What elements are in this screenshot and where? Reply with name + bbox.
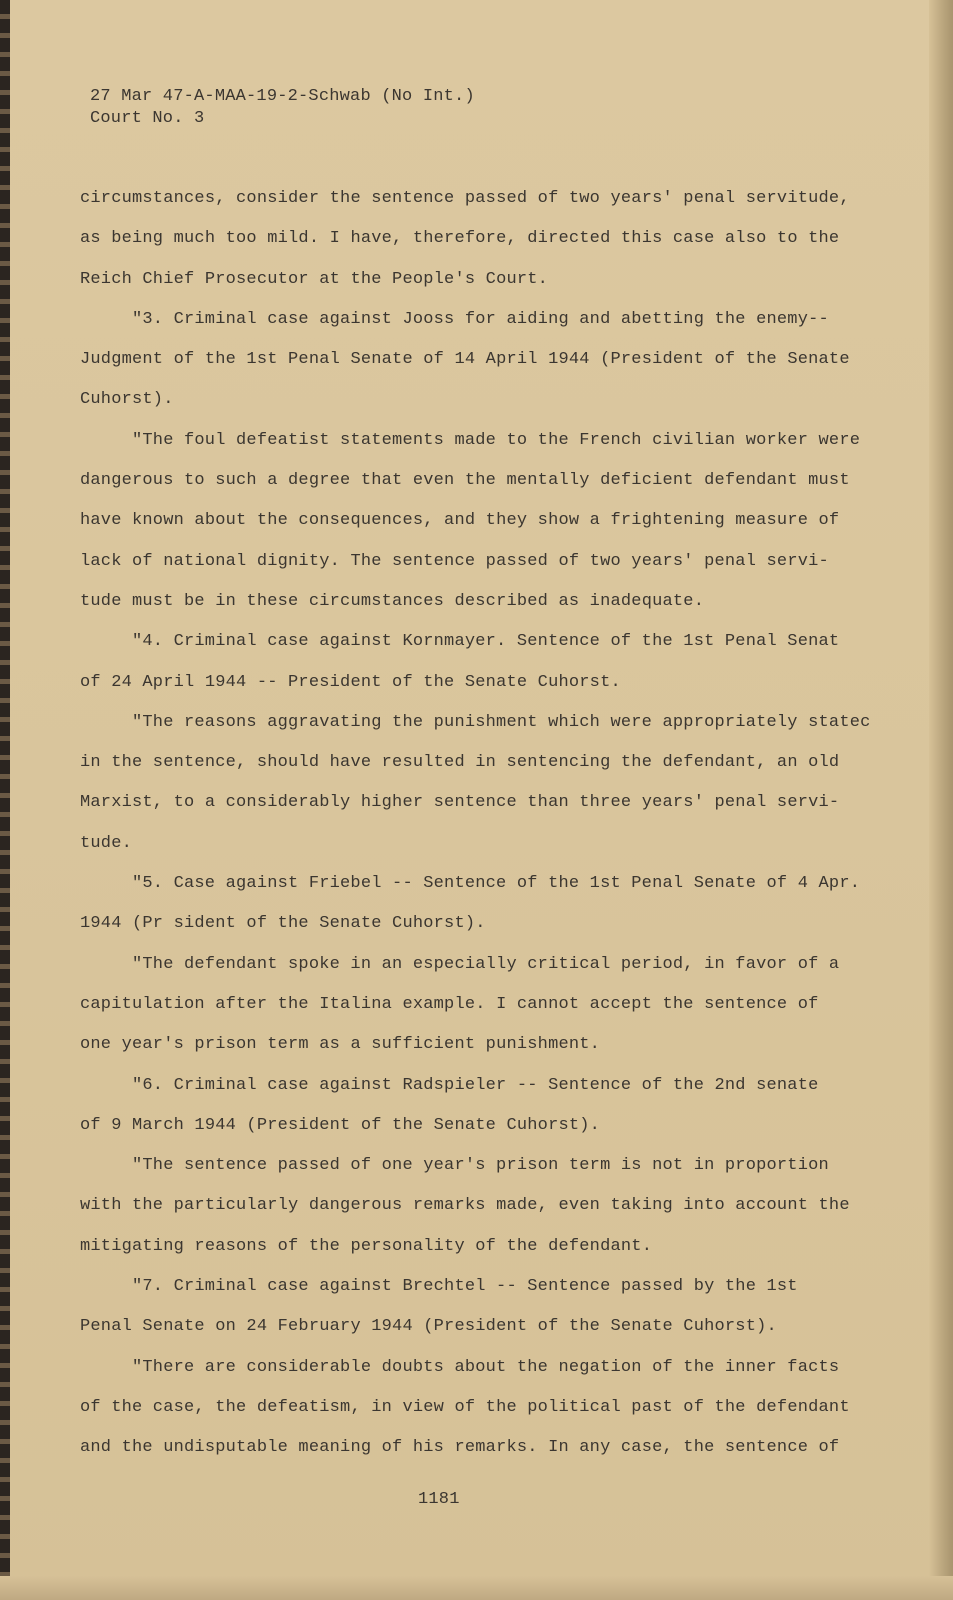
binding-edge: [0, 0, 10, 1600]
body-line: 1944 (Pr sident of the Senate Cuhorst).: [80, 914, 486, 934]
body-line: capitulation after the Italina example. I cannot accept the sentence of: [80, 994, 819, 1014]
body-line: one year's prison term as a sufficient punishment.: [80, 1035, 601, 1055]
body-line: "6. Criminal case against Radspieler -- Sentence of the 2nd senate: [132, 1075, 819, 1095]
body-line: of 9 March 1944 (President of the Senate Cuhorst).: [80, 1115, 601, 1135]
body-line: Cuhorst).: [80, 390, 174, 410]
body-line: tude.: [80, 833, 133, 853]
body-line: dangerous to such a degree that even the mentally deficient defendant must: [80, 471, 850, 491]
document-header: [90, 86, 475, 130]
body-line: "3. Criminal case against Jooss for aiding and abetting the enemy--: [132, 309, 829, 329]
header-court-number: Court No. 3: [90, 109, 205, 128]
page-bottom-edge: [0, 1576, 953, 1600]
body-line: and the undisputable meaning of his remarks. In any case, the sentence of: [80, 1438, 840, 1458]
body-line: have known about the consequences, and they show a frightening measure of: [80, 511, 840, 531]
body-line: "4. Criminal case against Kornmayer. Sentence of the 1st Penal Senat: [132, 632, 840, 652]
body-line: "5. Case against Friebel -- Sentence of the 1st Penal Senate of 4 Apr.: [132, 874, 861, 894]
page-number: 1181: [418, 1490, 460, 1509]
body-line: "7. Criminal case against Brechtel -- Sentence passed by the 1st: [132, 1277, 798, 1297]
body-line: "The defendant spoke in an especially critical period, in favor of a: [132, 954, 840, 974]
body-line: "The foul defeatist statements made to the French civilian worker were: [132, 430, 861, 450]
document-body: [80, 188, 871, 1478]
body-line: in the sentence, should have resulted in sentencing the defendant, an old: [80, 753, 840, 773]
body-line: Judgment of the 1st Penal Senate of 14 April 1944 (President of the Senate: [80, 350, 850, 370]
body-line: "There are considerable doubts about the negation of the inner facts: [132, 1357, 840, 1377]
body-line: tude must be in these circumstances described as inadequate.: [80, 591, 705, 611]
body-line: circumstances, consider the sentence passed of two years' penal servitude,: [80, 189, 850, 208]
body-line: of 24 April 1944 -- President of the Senate Cuhorst.: [80, 672, 621, 692]
body-line: "The reasons aggravating the punishment which were appropriately statec: [132, 712, 871, 732]
body-line: lack of national dignity. The sentence passed of two years' penal servi-: [80, 551, 829, 571]
body-line: Marxist, to a considerably higher sentence than three years' penal servi-: [80, 793, 840, 813]
body-line: mitigating reasons of the personality of the defendant.: [80, 1236, 653, 1256]
body-line: Penal Senate on 24 February 1944 (President of the Senate Cuhorst).: [80, 1317, 777, 1337]
page-right-edge: [929, 0, 953, 1600]
header-case-reference: 27 Mar 47-A-MAA-19-2-Schwab (No Int.): [90, 87, 475, 106]
body-line: with the particularly dangerous remarks made, even taking into account the: [80, 1196, 850, 1216]
body-line: Reich Chief Prosecutor at the People's Court.: [80, 269, 549, 289]
body-line: as being much too mild. I have, therefore, directed this case also to the: [80, 229, 840, 249]
body-line: of the case, the defeatism, in view of the political past of the defendant: [80, 1397, 850, 1417]
body-line: "The sentence passed of one year's prison term is not in proportion: [132, 1156, 829, 1176]
